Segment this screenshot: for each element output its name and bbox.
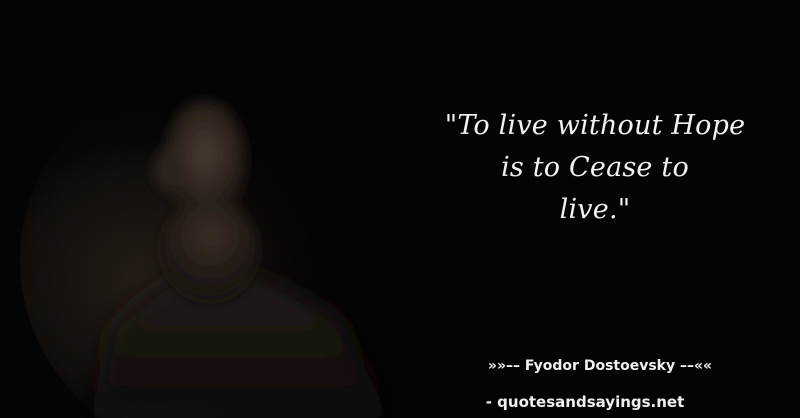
author-attribution: »»–– Fyodor Dostoevsky ––«« [487,358,713,374]
source-watermark: - quotesandsayings.net [485,393,685,411]
quote-line-3: live." [559,194,631,225]
quote-line-2: is to Cease to [501,152,689,183]
quote-line-1: "To live without Hope [444,110,746,141]
quote-text [430,105,760,231]
